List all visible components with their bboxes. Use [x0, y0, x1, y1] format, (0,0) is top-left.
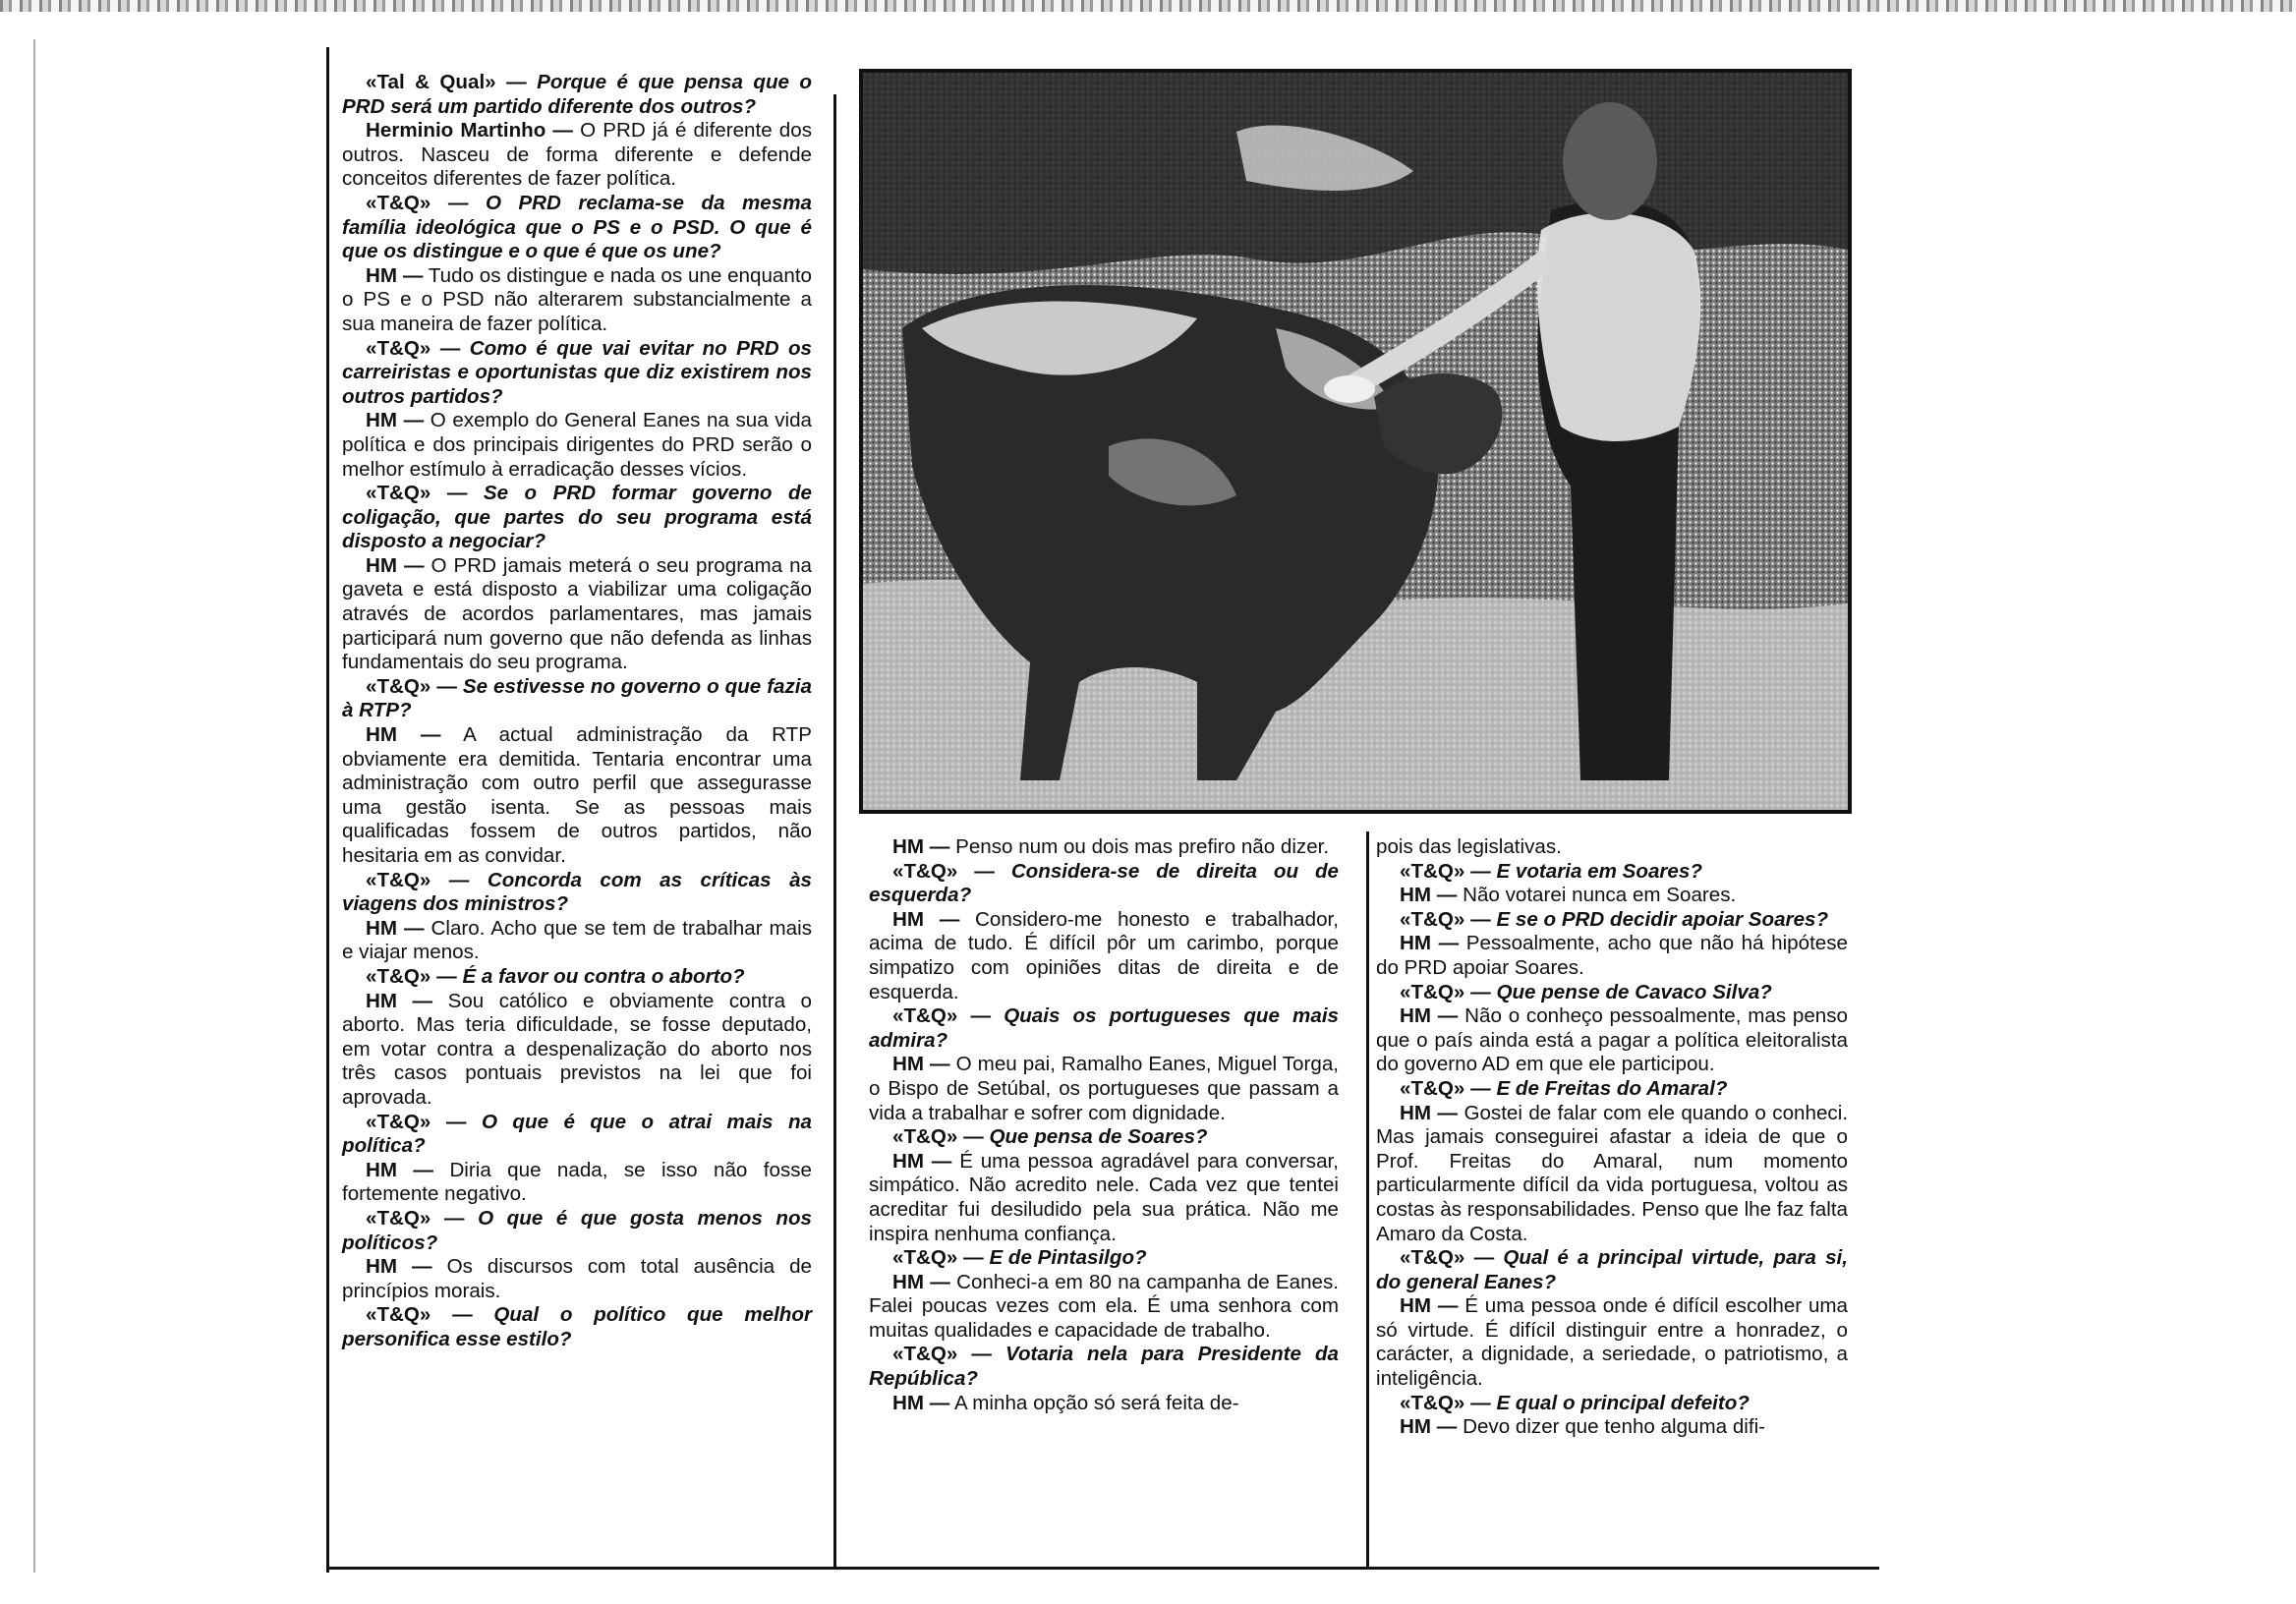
answer-paragraph	[1376, 1294, 1848, 1391]
question-label: «T&Q» —	[366, 191, 469, 214]
question-paragraph	[869, 1343, 1339, 1391]
question-text: Considera-se de direita ou de esquerda?	[869, 859, 1339, 907]
answer-label: HM —	[366, 1158, 434, 1181]
question-text: Quais os portugueses que mais admira?	[869, 1004, 1339, 1052]
question-paragraph	[1376, 1246, 1848, 1294]
question-text: Qual é a principal virtude, para si, do general Eanes?	[1376, 1246, 1848, 1293]
question-paragraph	[342, 192, 812, 264]
answer-label: HM —	[366, 263, 424, 287]
answer-paragraph	[342, 1255, 812, 1303]
question-label: «T&Q» —	[892, 1004, 992, 1028]
question-text: Se o PRD formar governo de coligação, que partes do seu programa está disposto a negociar?	[342, 482, 812, 553]
fold-line	[33, 39, 35, 1573]
question-label: «T&Q» —	[366, 1206, 465, 1230]
question-text: É a favor ou contra o aborto?	[462, 964, 745, 988]
question-label: «T&Q» —	[892, 859, 995, 883]
answer-label: HM —	[1400, 1415, 1458, 1439]
answer-paragraph	[342, 264, 812, 337]
question-label: «T&Q» —	[366, 674, 457, 698]
answer-label: HM —	[1400, 1294, 1459, 1318]
question-text: O que é que gosta menos nos políticos?	[342, 1206, 812, 1254]
question-paragraph	[342, 965, 812, 990]
question-text: E de Freitas do Amaral?	[1496, 1076, 1728, 1100]
interview-column-2	[869, 835, 1339, 1415]
bottom-rule	[326, 1567, 1879, 1570]
question-text: Concorda com as críticas às viagens dos ministros?	[342, 868, 812, 916]
answer-text: Devo dizer que tenho alguma difi-	[1463, 1415, 1766, 1439]
answer-label: HM —	[892, 1053, 950, 1076]
interview-column-3	[1376, 835, 1848, 1440]
answer-text: Considero-me honesto e trabalhador, acima de tudo. É difícil pôr um carimbo, porque simpatizo com opiniões ditas de direita e de esquerda.	[869, 907, 1339, 1003]
answer-text: O PRD já é diferente dos outros. Nasceu de forma diferente e defende conceitos diferentes de fazer política.	[342, 119, 812, 191]
answer-label: HM —	[366, 723, 441, 747]
question-label: «T&Q» —	[1400, 859, 1491, 883]
question-label: «T&Q» —	[366, 1303, 473, 1327]
question-text: E se o PRD decidir apoiar Soares?	[1496, 907, 1829, 931]
answer-label: HM —	[1400, 884, 1458, 907]
answer-text: A minha opção só será feita de-	[953, 1391, 1239, 1414]
answer-text: Pessoalmente, acho que não há hipótese do PRD apoiar Soares.	[1376, 932, 1848, 979]
answer-label: HM —	[366, 1255, 432, 1279]
question-label: «T&Q» —	[1400, 1076, 1491, 1100]
question-label: «T&Q» —	[1400, 907, 1491, 931]
question-text: E qual o principal defeito?	[1496, 1391, 1750, 1414]
answer-paragraph	[869, 1392, 1339, 1416]
answer-text: Penso num ou dois mas prefiro não dizer.	[955, 835, 1330, 858]
question-paragraph	[869, 1004, 1339, 1053]
left-column-rule	[326, 47, 329, 1573]
question-label: «T&Q» —	[366, 482, 468, 505]
answer-text: O PRD jamais meterá o seu programa na gaveta e está disposto a viabilizar uma coligação através de acordos parlamentares, mas jamais participará num governo que não defenda as linhas fundamentais do seu programa.	[342, 553, 812, 674]
question-label: «T&Q» —	[366, 964, 457, 988]
answer-label: HM —	[366, 916, 425, 940]
question-paragraph	[342, 337, 812, 410]
photo-man-with-bull	[859, 69, 1852, 814]
question-text: O PRD reclama-se da mesma família ideológica que o PS e o PSD. O que é que os distingue e o que é que os une?	[342, 191, 812, 263]
question-label: «T&Q» —	[892, 1246, 984, 1270]
interview-column-1	[342, 71, 812, 1351]
answer-paragraph	[1376, 1004, 1848, 1077]
answer-paragraph	[342, 917, 812, 965]
answer-label: HM —	[892, 907, 960, 931]
question-paragraph	[869, 1125, 1339, 1150]
question-label: «T&Q» —	[366, 1110, 467, 1133]
question-label: «T&Q» —	[366, 336, 461, 360]
answer-text: É uma pessoa agradável para conversar, simpático. Não acredito nele. Cada vez que tentei acreditar fui desiludido pela sua prática. Não me inspira nenhuma confiança.	[869, 1149, 1339, 1245]
answer-text: Não votarei nunca em Soares.	[1463, 884, 1737, 907]
answer-text: O meu pai, Ramalho Eanes, Miguel Torga, o Bispo de Setúbal, os portugueses que passam a vida a trabalhar e sofrer com dignidade.	[869, 1053, 1339, 1124]
column-rule-1	[833, 94, 836, 1567]
answer-paragraph	[342, 723, 812, 869]
question-label: «T&Q» —	[366, 868, 470, 891]
answer-paragraph	[342, 554, 812, 675]
question-paragraph	[1376, 908, 1848, 933]
answer-text: A actual administração da RTP obviamente era demitida. Tentaria encontrar uma administração com outro perfil que assegurasse uma gestão isenta. Se as pessoas mais qualificadas fossem de outros partidos, não hesitaria em as convidar.	[342, 723, 812, 867]
answer-label: HM —	[1400, 1004, 1459, 1028]
question-text: O que é que o atrai mais na política?	[342, 1110, 812, 1158]
answer-label: HM —	[366, 409, 425, 432]
question-label: «T&Q» —	[1400, 1246, 1495, 1270]
question-label: «Tal & Qual» —	[366, 71, 527, 93]
scan-edge-noise	[0, 0, 2296, 12]
answer-paragraph	[342, 119, 812, 192]
answer-text: Tudo os distingue e nada os une enquanto o PS e o PSD não alterarem substancialmente a sua maneira de fazer política.	[342, 263, 812, 335]
answer-text: Conheci-a em 80 na campanha de Eanes. Falei poucas vezes com ela. É uma senhora com muitas qualidades e capacidade de trabalho.	[869, 1270, 1340, 1342]
answer-paragraph	[1376, 932, 1848, 980]
question-text: Porque é que pensa que o PRD será um partido diferente dos outros?	[342, 71, 812, 118]
question-text: Qual o político que melhor personifica esse estilo?	[342, 1303, 812, 1350]
answer-text: Claro. Acho que se tem de trabalhar mais e viajar menos.	[342, 916, 812, 964]
answer-paragraph	[869, 1053, 1339, 1125]
question-paragraph	[342, 675, 812, 723]
question-text: E votaria em Soares?	[1496, 859, 1702, 883]
answer-label: HM —	[1400, 932, 1460, 955]
question-paragraph	[342, 869, 812, 917]
answer-label: HM —	[366, 553, 425, 577]
question-text: Votaria nela para Presidente da República?	[869, 1343, 1340, 1391]
continued-text: pois das legislativas.	[1376, 835, 1562, 858]
answer-label: Herminio Martinho —	[366, 119, 574, 143]
question-paragraph	[1376, 981, 1848, 1005]
question-paragraph	[869, 1246, 1339, 1271]
answer-label: HM —	[892, 1149, 952, 1173]
answer-label: HM —	[892, 835, 950, 858]
question-paragraph	[1376, 860, 1848, 885]
answer-label: HM —	[892, 1270, 950, 1293]
answer-text: O exemplo do General Eanes na sua vida política e dos principais dirigentes do PRD serão o melhor estímulo à erradicação desses vícios.	[342, 409, 812, 481]
question-label: «T&Q» —	[892, 1125, 984, 1149]
answer-paragraph	[1376, 1415, 1848, 1440]
answer-text: Gostei de falar com ele quando o conheci. Mas jamais conseguirei afastar a ideia de que o Prof. Freitas do Amaral, num momento particularmente difícil da vida portuguesa, voltou as costas às responsabilidades. Penso que lhe faz falta Amaro da Costa.	[1376, 1101, 1848, 1245]
question-paragraph	[342, 71, 812, 119]
question-paragraph	[342, 1111, 812, 1159]
answer-text: Os discursos com total ausência de princípios morais.	[342, 1255, 813, 1302]
answer-paragraph	[869, 908, 1339, 1004]
question-paragraph	[342, 1207, 812, 1255]
answer-label: HM —	[892, 1391, 950, 1414]
answer-text: É uma pessoa onde é difícil escolher uma só virtude. É difícil distinguir entre a honradez, o carácter, a dignidade, a seriedade, o patriotismo, a inteligência.	[1376, 1294, 1849, 1391]
question-paragraph	[1376, 1077, 1848, 1102]
question-text: Que pense de Cavaco Silva?	[1496, 980, 1772, 1003]
question-paragraph	[342, 1303, 812, 1351]
answer-paragraph	[342, 990, 812, 1111]
column-rule-2	[1366, 831, 1369, 1567]
question-label: «T&Q» —	[892, 1343, 992, 1366]
question-label: «T&Q» —	[1400, 980, 1491, 1003]
question-paragraph	[342, 482, 812, 554]
answer-paragraph	[869, 1150, 1339, 1246]
answer-paragraph	[342, 409, 812, 482]
answer-label: HM —	[1400, 1101, 1459, 1124]
photo-image	[863, 73, 1848, 810]
question-text: Como é que vai evitar no PRD os carreiristas e oportunistas que diz existirem nos outros partidos?	[342, 336, 812, 408]
question-label: «T&Q» —	[1400, 1391, 1491, 1414]
question-text: E de Pintasilgo?	[989, 1246, 1147, 1270]
answer-paragraph	[342, 1159, 812, 1207]
answer-paragraph	[869, 1271, 1339, 1344]
answer-text: Diria que nada, se isso não fosse fortemente negativo.	[342, 1158, 813, 1206]
answer-paragraph	[1376, 884, 1848, 908]
question-paragraph	[869, 860, 1339, 908]
question-paragraph	[1376, 1392, 1848, 1416]
answer-label: HM —	[366, 989, 433, 1012]
answer-text: Sou católico e obviamente contra o aborto. Mas teria dificuldade, se fosse deputado, em votar contra a despenalização do aborto nos três casos pontuais previstos na lei que foi aprovada.	[342, 989, 813, 1109]
answer-paragraph	[869, 835, 1339, 860]
answer-paragraph	[1376, 1102, 1848, 1247]
answer-text: Não o conheço pessoalmente, mas penso que o país ainda está a pagar a política eleitoralista do governo AD em que ele participou.	[1376, 1004, 1849, 1076]
question-text: Que pensa de Soares?	[989, 1125, 1208, 1149]
question-text: Se estivesse no governo o que fazia à RTP?	[342, 674, 812, 722]
